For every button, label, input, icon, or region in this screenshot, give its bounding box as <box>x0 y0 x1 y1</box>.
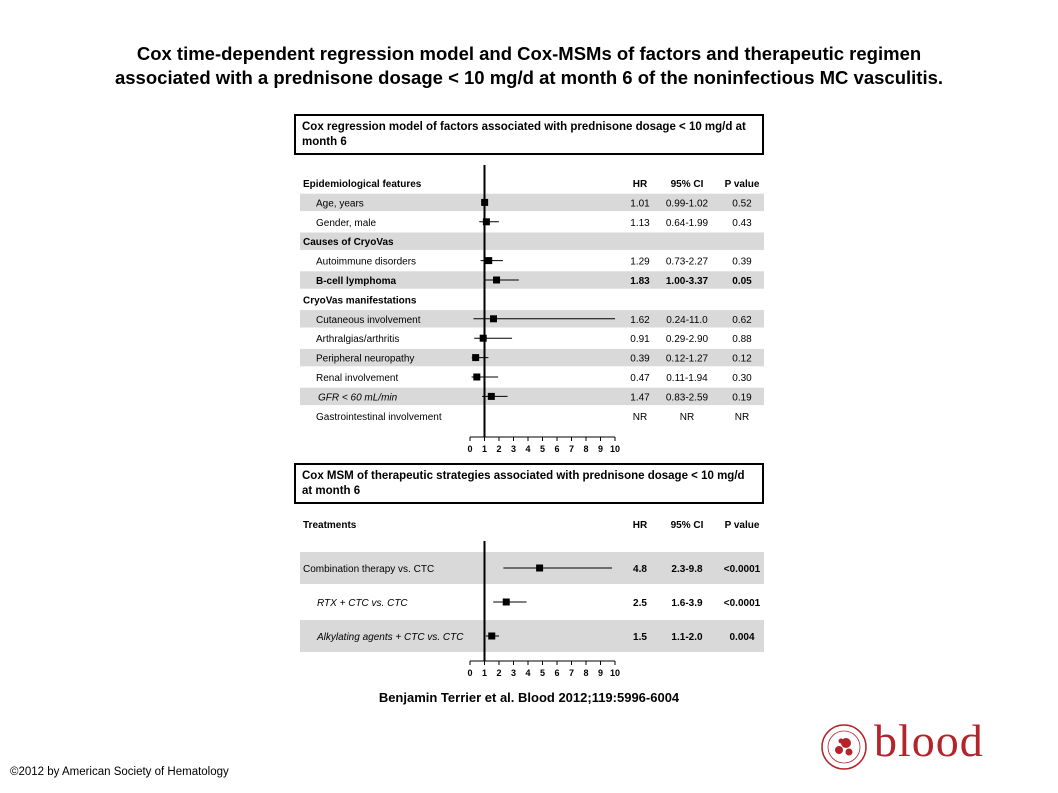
hr-point <box>503 599 510 606</box>
x-tick-label: 0 <box>467 444 473 454</box>
title-line-2: associated with a prednisone dosage < 10 mg/d at month 6 of the noninfectious MC vasculitis. <box>114 67 944 88</box>
row-label: B-cell lymphoma <box>316 276 397 287</box>
p-value: 0.05 <box>732 276 752 287</box>
hr-point <box>483 218 490 225</box>
x-tick-label: 4 <box>525 668 531 678</box>
copyright: ©2012 by American Society of Hematology <box>10 766 229 778</box>
hr-value: 1.5 <box>633 632 647 643</box>
row-label: Gender, male <box>316 217 377 229</box>
hr-point <box>536 565 543 572</box>
p-value: 0.43 <box>732 217 752 229</box>
column-header-p: P value <box>724 179 760 190</box>
p-value: <0.0001 <box>723 564 761 575</box>
hr-point <box>473 374 480 381</box>
hr-value: 2.5 <box>633 598 647 609</box>
section-header-label: CryoVas manifestations <box>303 295 417 307</box>
x-tick-label: 3 <box>510 668 517 678</box>
p-value: NR <box>734 411 750 423</box>
x-tick-label: 9 <box>597 444 604 454</box>
x-tick-label: 1 <box>481 668 488 678</box>
p-value: 0.30 <box>732 373 752 384</box>
hr-value: 1.62 <box>630 314 650 326</box>
row-label: Autoimmune disorders <box>316 256 417 268</box>
ci-value: 0.83-2.59 <box>665 392 709 404</box>
logo-text: blood <box>874 715 984 766</box>
row-label: Renal involvement <box>316 373 399 384</box>
hr-value: 0.91 <box>630 334 650 346</box>
row-label: RTX + CTC vs. CTC <box>317 598 408 609</box>
column-header-hr: HR <box>632 520 648 531</box>
hr-value: NR <box>632 411 648 423</box>
p-value: 0.88 <box>732 334 752 346</box>
panel-2-title: Cox MSM of therapeutic strategies associated with prednisone dosage < 10 mg/d at month 6 <box>302 470 745 497</box>
section-header-label: Epidemiological features <box>303 179 422 190</box>
row-label: Cutaneous involvement <box>316 314 421 326</box>
hr-point <box>493 277 500 284</box>
x-tick-label: 10 <box>609 668 621 678</box>
hr-point <box>472 354 479 361</box>
ci-value: 1.00-3.37 <box>665 276 709 287</box>
x-tick-label: 0 <box>467 668 473 678</box>
ci-value: 0.99-1.02 <box>665 198 709 210</box>
row-label: Arthralgias/arthritis <box>316 334 400 346</box>
x-tick-label: 8 <box>583 444 589 454</box>
x-tick-label: 1 <box>481 444 488 454</box>
hr-value: 1.01 <box>630 198 650 210</box>
x-tick-label: 4 <box>525 444 531 454</box>
hr-point <box>480 335 487 342</box>
hr-value: 0.39 <box>630 353 650 365</box>
column-header-ci: 95% CI <box>670 179 704 190</box>
citation: Benjamin Terrier et al. Blood 2012;119:5996-6004 <box>378 690 680 705</box>
p-value: 0.004 <box>729 632 755 643</box>
p-value: <0.0001 <box>723 598 761 609</box>
hr-point <box>488 633 495 640</box>
row-label: Peripheral neuropathy <box>316 353 415 365</box>
hr-value: 0.47 <box>630 373 650 384</box>
ci-value: 0.11-1.94 <box>666 373 708 384</box>
x-tick-label: 7 <box>568 444 575 454</box>
x-tick-label: 10 <box>609 444 621 454</box>
ci-value: 0.24-11.0 <box>666 314 708 326</box>
row-label: Age, years <box>316 198 364 210</box>
section-header-label: Treatments <box>303 520 357 531</box>
x-tick-label: 9 <box>597 668 604 678</box>
hr-value: 1.13 <box>630 217 650 229</box>
ci-value: 0.73-2.27 <box>665 256 709 268</box>
x-tick-label: 2 <box>496 668 502 678</box>
p-value: 0.52 <box>732 198 752 210</box>
title-line-1: Cox time-dependent regression model and Cox-MSMs of factors and therapeutic regimen <box>136 43 922 64</box>
x-tick-label: 8 <box>583 668 589 678</box>
ci-value: 0.29-2.90 <box>665 334 709 346</box>
column-header-ci: 95% CI <box>670 520 704 531</box>
ci-value: 0.12-1.27 <box>665 353 709 365</box>
hr-point <box>481 199 488 206</box>
column-header-p: P value <box>724 520 760 531</box>
p-value: 0.19 <box>732 392 752 404</box>
p-value: 0.12 <box>732 353 752 365</box>
hr-point <box>490 315 497 322</box>
x-tick-label: 7 <box>568 668 575 678</box>
row-label: GFR < 60 mL/min <box>318 392 398 404</box>
row-label: Alkylating agents + CTC vs. CTC <box>317 632 464 643</box>
row-label: Gastrointestinal involvement <box>316 411 442 423</box>
hr-point <box>488 393 495 400</box>
column-header-hr: HR <box>632 179 648 190</box>
ci-value: 1.6-3.9 <box>671 598 703 609</box>
hr-value: 1.83 <box>630 276 650 287</box>
ci-value: 1.1-2.0 <box>671 632 703 643</box>
x-tick-label: 5 <box>539 668 546 678</box>
section-header-label: Causes of CryoVas <box>303 237 394 249</box>
hr-value: 4.8 <box>633 564 647 575</box>
row-label: Combination therapy vs. CTC <box>303 564 435 575</box>
blood-seal-icon <box>818 722 874 772</box>
x-tick-label: 6 <box>554 668 560 678</box>
blood-logo <box>818 715 998 772</box>
p-value: 0.39 <box>732 256 752 268</box>
ci-value: 0.64-1.99 <box>665 217 709 229</box>
x-tick-label: 3 <box>510 444 517 454</box>
x-tick-label: 6 <box>554 444 560 454</box>
hr-value: 1.29 <box>630 256 650 268</box>
ci-value: 2.3-9.8 <box>671 564 703 575</box>
x-tick-label: 5 <box>539 444 546 454</box>
x-tick-label: 2 <box>496 444 502 454</box>
panel-1-title: Cox regression model of factors associated with prednisone dosage < 10 mg/d at month 6 <box>302 121 746 148</box>
ci-value: NR <box>679 411 695 423</box>
hr-value: 1.47 <box>630 392 650 404</box>
hr-point <box>485 257 492 264</box>
p-value: 0.62 <box>732 314 752 326</box>
